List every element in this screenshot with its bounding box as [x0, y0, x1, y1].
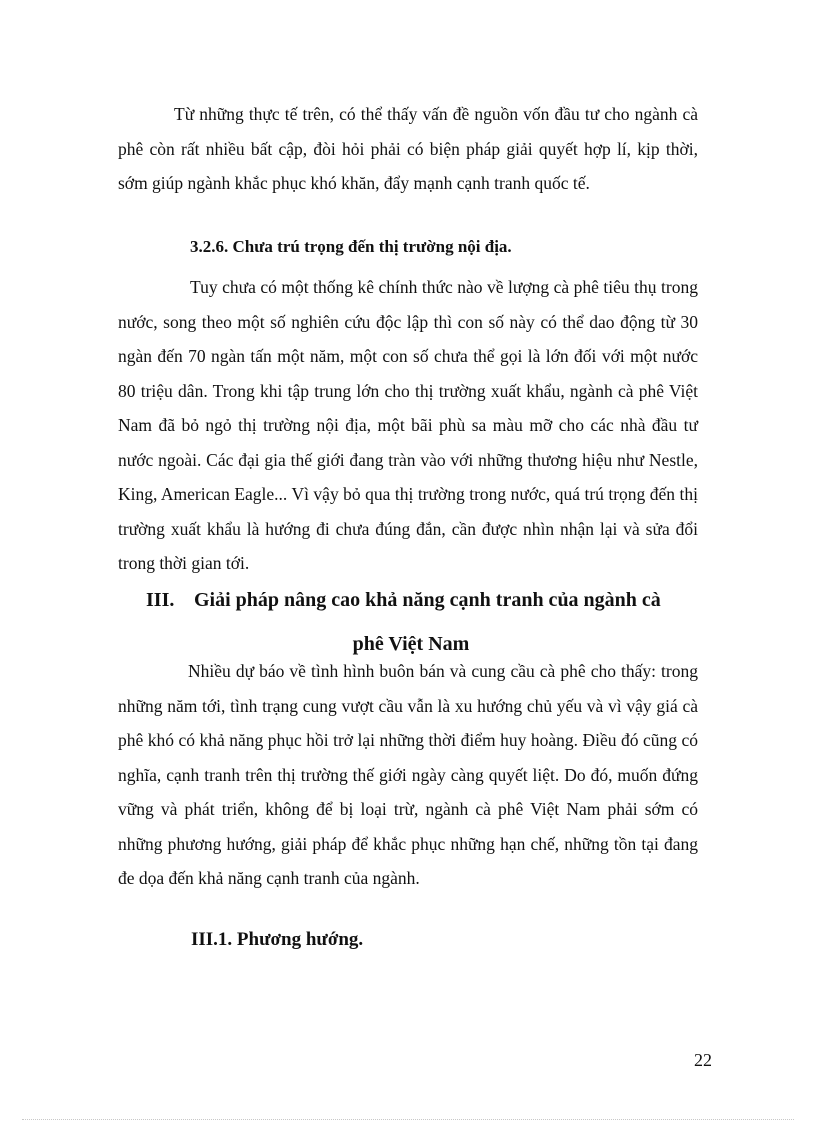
paragraph-3 [118, 654, 698, 896]
page-divider [22, 1119, 794, 1120]
section-heading-III [146, 578, 706, 666]
section-heading-III-line2: phê Việt Nam [352, 633, 470, 655]
paragraph-1-text: Từ những thực tế trên, có thể thấy vấn đề nguồn vốn đầu tư cho ngành cà phê còn rất nhiều bất cập, đòi hỏi phải có biện pháp giải quyết hợp lí, kịp thời, sớm giúp ngành khắc phục khó khăn, đẩy mạnh cạnh tranh quốc tế. [118, 104, 698, 193]
paragraph-2 [118, 270, 698, 581]
paragraph-1 [118, 97, 698, 201]
section-heading-III-1: III.1. Phương hướng. [191, 929, 364, 950]
paragraph-2-text: Tuy chưa có một thống kê chính thức nào về lượng cà phê tiêu thụ trong nước, song theo một số nghiên cứu độc lập thì con số này có thể dao động từ 30 ngàn đến 70 ngàn tấn một năm, một con số chưa thể gọi là lớn đối với một nước 80 triệu dân. Trong khi tập trung lớn cho thị trường xuất khẩu, ngành cà phê Việt Nam đã bỏ ngỏ thị trường nội địa, một bãi phù sa màu mỡ cho các nhà đầu tư nước ngoài. Các đại gia thế giới đang tràn vào với những thương hiệu như Nestle, King, American Eagle... Vì vậy bỏ qua thị trường trong nước, quá trú trọng đến thị trường xuất khẩu là hướng đi chưa đúng đắn, cần được nhìn nhận lại và sửa đổi trong thời gian tới. [118, 277, 698, 573]
section-heading-III-line1: Giải pháp nâng cao khả năng cạnh tranh của ngành cà [194, 589, 661, 611]
page-number: 22 [694, 1050, 712, 1070]
paragraph-3-text: Nhiều dự báo về tình hình buôn bán và cung cầu cà phê cho thấy: trong những năm tới, tình trạng cung vượt cầu vẫn là xu hướng chủ yếu và vì vậy giá cà phê khó có khả năng phục hồi trở lại những thời điểm huy hoàng. Điều đó cũng có nghĩa, cạnh tranh trên thị trường thế giới ngày càng quyết liệt. Do đó, muốn đứng vững và phát triển, không để bị loại trừ, ngành cà phê Việt Nam phải sớm có những phương hướng, giải pháp để khắc phục những hạn chế, những tồn tại đang đe dọa đến khả năng cạnh tranh của ngành. [118, 661, 698, 888]
section-heading-3-2-6: 3.2.6. Chưa trú trọng đến thị trường nội địa. [190, 237, 512, 256]
section-heading-III-number: III. [146, 589, 175, 611]
